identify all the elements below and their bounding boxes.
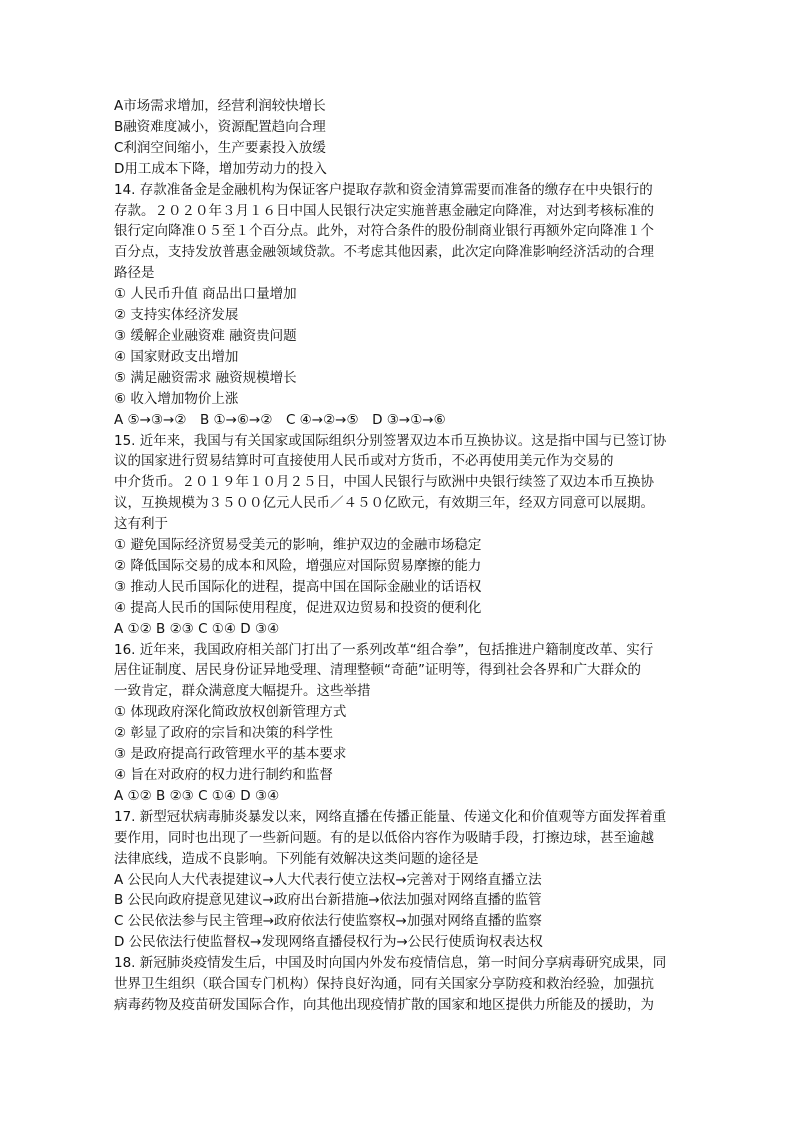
- statement-item: ② 彰显了政府的宗旨和决策的科学性: [114, 725, 333, 742]
- question-stem-line: 18. 新冠肺炎疫情发生后，中国及时向国内外发布疫情信息，第一时间分享病毒研究成果，同: [114, 955, 667, 972]
- question-stem-line: 路径是: [114, 265, 155, 282]
- question-stem-line: 15. 近年来，我国与有关国家或国际组织分别签署双边本币互换协议。这是指中国与已签订协: [114, 432, 667, 449]
- statement-item: ② 支持实体经济发展: [114, 307, 239, 324]
- answer-options: A ①② B ②③ C ①④ D ③④: [114, 620, 280, 637]
- option-b: B 公民向政府提意见建议→政府出台新措施→依法加强对网络直播的监管: [114, 892, 542, 909]
- question-stem-line: 法律底线，造成不良影响。下列能有效解决这类问题的途径是: [114, 850, 479, 867]
- question-16: [114, 640, 688, 807]
- question-stem-line: 要作用，同时也出现了一些新问题。有的是以低俗内容作为吸睛手段，打擦边球，甚至逾越: [114, 829, 654, 846]
- question-stem-line: 存款。２０２０年３月１６日中国人民银行决定实施普惠金融定向降准，对达到考核标准的: [114, 202, 654, 219]
- question-stem-line: 14. 存款准备金是金融机构为保证客户提取存款和资金清算需要而准备的缴存在中央银行的: [114, 181, 653, 198]
- statement-item: ① 避免国际经济贸易受美元的影响，维护双边的金融市场稳定: [114, 537, 482, 554]
- question-stem-line: 百分点，支持发放普惠金融领域贷款。不考虑其他因素，此次定向降准影响经济活动的合理: [114, 244, 654, 261]
- question-stem-line: 16. 近年来，我国政府相关部门打出了一系列改革“组合拳”，包括推进户籍制度改革、实行: [114, 641, 654, 658]
- question-stem-line: 议的国家进行贸易结算时可直接使用人民币或对方货币，不必再使用美元作为交易的: [114, 453, 614, 470]
- answer-options: A ①② B ②③ C ①④ D ③④: [114, 787, 280, 804]
- option-d: D用工成本下降，增加劳动力的投入: [114, 160, 327, 177]
- option-d: D 公民依法行使监督权→发现网络直播侵权行为→公民行使质询权表达权: [114, 934, 543, 951]
- question-stem-line: 议，互换规模为３５００亿元人民币／４５０亿欧元，有效期三年，经双方同意可以展期。: [114, 495, 654, 512]
- question-stem-line: 病毒药物及疫苗研发国际合作，向其他出现疫情扩散的国家和地区提供力所能及的援助，为: [114, 996, 654, 1013]
- question-13-options: [114, 96, 688, 180]
- option-a: A市场需求增加，经营利润较快增长: [114, 98, 326, 114]
- question-stem-line: 中介货币。２０１９年１０月２５日，中国人民银行与欧洲中央银行续签了双边本币互换协: [114, 474, 654, 491]
- option-a: A 公民向人大代表提建议→人大代表行使立法权→完善对于网络直播立法: [114, 871, 542, 888]
- statement-item: ④ 旨在对政府的权力进行制约和监督: [114, 767, 333, 783]
- statement-item: ② 降低国际交易的成本和风险，增强应对国际贸易摩擦的能力: [114, 557, 482, 574]
- option-c: C 公民依法参与民主管理→政府依法行使监察权→加强对网络直播的监察: [114, 913, 542, 930]
- statement-item: ④ 国家财政支出增加: [114, 348, 239, 365]
- statement-item: ① 体现政府深化简政放权创新管理方式: [114, 704, 347, 721]
- question-14: [114, 180, 688, 431]
- question-stem-line: 这有利于: [114, 516, 168, 533]
- statement-item: ③ 推动人民币国际化的进程，提高中国在国际金融业的话语权: [114, 578, 482, 595]
- statement-item: ⑤ 满足融资需求 融资规模增长: [114, 369, 297, 386]
- question-15: [114, 431, 688, 640]
- statement-item: ③ 缓解企业融资难 融资贵问题: [114, 327, 297, 344]
- question-stem-line: 居住证制度、居民身份证异地受理、清理整顿“奇葩”证明等，得到社会各界和广大群众的: [114, 662, 641, 679]
- question-17: [114, 807, 688, 953]
- question-stem-line: 银行定向降准０５至１个百分点。此外，对符合条件的股份制商业银行再额外定向降准１个: [114, 223, 654, 240]
- option-b: B融资难度减小，资源配置趋向合理: [114, 118, 326, 135]
- statement-item: ① 人民币升值 商品出口量增加: [114, 286, 297, 303]
- statement-item: ④ 提高人民币的国际使用程度，促进双边贸易和投资的便利化: [114, 599, 482, 616]
- statement-item: ⑥ 收入增加物价上涨: [114, 390, 239, 407]
- question-stem-line: 17. 新型冠状病毒肺炎暴发以来，网络直播在传播正能量、传递文化和价值观等方面发挥着重: [114, 808, 667, 825]
- option-c: C利润空间缩小，生产要素投入放缓: [114, 139, 326, 156]
- answer-options: A ⑤→③→② B ①→⑥→② C ④→②→⑤ D ③→①→⑥: [114, 411, 446, 428]
- question-stem-line: 世界卫生组织（联合国专门机构）保持良好沟通，同有关国家分享防疫和救治经验，加强抗: [114, 976, 654, 993]
- exam-page: [114, 96, 688, 1016]
- question-18: [114, 953, 688, 1016]
- statement-item: ③ 是政府提高行政管理水平的基本要求: [114, 746, 347, 763]
- question-stem-line: 一致肯定，群众满意度大幅提升。这些举措: [114, 683, 371, 700]
